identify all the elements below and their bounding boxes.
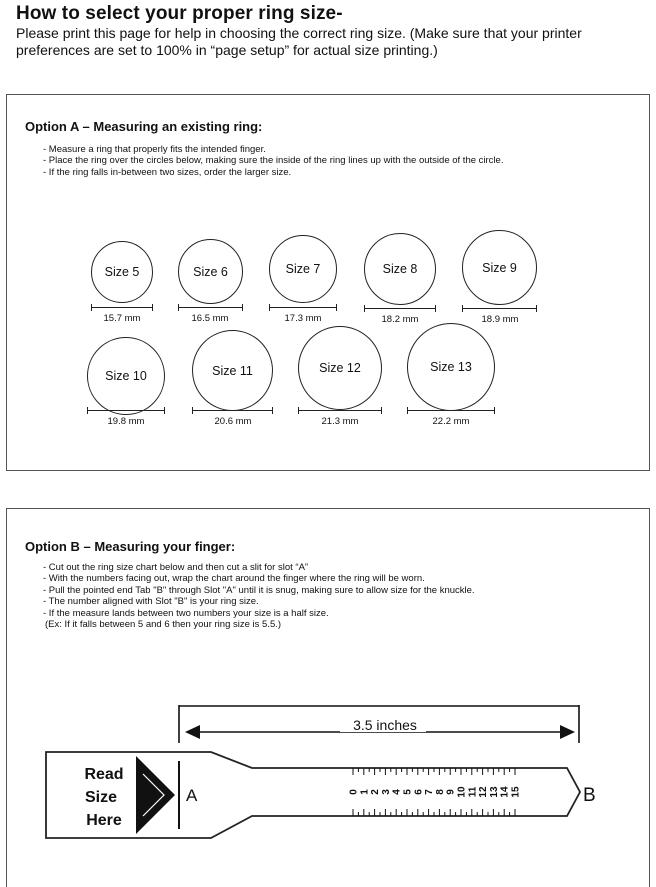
ruler-number: 3 bbox=[380, 789, 392, 795]
instruction-item: - Cut out the ring size chart below and then cut a slit for slot “A” bbox=[43, 562, 309, 573]
ring-circle: Size 13 bbox=[407, 323, 495, 411]
ring-diameter-label: 21.3 mm bbox=[321, 416, 359, 427]
option-a-heading: Option A – Measuring an existing ring: bbox=[25, 119, 263, 134]
ruler-number: 4 bbox=[391, 789, 403, 795]
ring-circle: Size 6 bbox=[178, 239, 243, 304]
ring-diameter-label: 17.3 mm bbox=[284, 313, 322, 324]
ruler-number: 15 bbox=[510, 786, 522, 798]
read-size-label-line3: Here bbox=[86, 812, 122, 829]
ruler-number: 14 bbox=[499, 786, 511, 798]
dimension-label: 3.5 inches bbox=[353, 717, 417, 733]
instruction-item: - The number aligned with Slot "B" is your ring size. bbox=[43, 596, 259, 608]
option-b-heading: Option B – Measuring your finger: bbox=[25, 539, 236, 554]
ring-diameter-label: 18.9 mm bbox=[481, 314, 519, 325]
ring-circle: Size 10 bbox=[87, 337, 165, 415]
intro-text: Please print this page for help in choosing the correct ring size. (Make sure that your printer preferences are set to 100% in “page setup” for actual size printing.) bbox=[16, 25, 582, 58]
dimension-arrow-right bbox=[560, 725, 575, 739]
ruler-number: 5 bbox=[402, 789, 414, 795]
ring-diameter-label: 16.5 mm bbox=[191, 313, 229, 324]
ruler-number: 12 bbox=[478, 786, 490, 798]
ruler-number: 9 bbox=[445, 789, 457, 795]
read-size-label-line2: Size bbox=[84, 789, 118, 806]
ruler-number: 2 bbox=[370, 789, 382, 795]
instruction-item: - Measure a ring that properly fits the intended finger. bbox=[43, 144, 266, 155]
ring-circle: Size 12 bbox=[298, 326, 382, 410]
ring-diameter-label: 15.7 mm bbox=[103, 313, 141, 324]
instruction-item: - Place the ring over the circles below, making sure the inside of the ring lines up with the outside of the circle. bbox=[43, 155, 504, 167]
instruction-item: (Ex: If it falls between 5 and 6 then your ring size is 5.5.) bbox=[45, 619, 282, 631]
instruction-item: - Pull the pointed end Tab "B" through Slot "A" until it is snug, making sure to allow size for the knuckle. bbox=[43, 584, 475, 596]
instruction-item: - If the ring falls in-between two sizes, order the larger size. bbox=[43, 166, 292, 178]
ruler-number: 1 bbox=[359, 789, 371, 795]
slot-a-label: A bbox=[186, 786, 198, 805]
ruler-number: 7 bbox=[424, 789, 436, 795]
instruction-item: - If the measure lands between two numbers your size is a half size. bbox=[43, 607, 329, 619]
ring-diameter-label: 22.2 mm bbox=[432, 416, 470, 427]
ring-circle: Size 11 bbox=[192, 330, 273, 411]
ring-circle: Size 8 bbox=[364, 233, 436, 305]
ruler-number: 10 bbox=[456, 786, 468, 798]
ruler-number: 13 bbox=[488, 786, 500, 798]
ruler-number: 6 bbox=[413, 789, 425, 795]
ring-diameter-label: 18.2 mm bbox=[381, 314, 419, 325]
ring-diameter-label: 20.6 mm bbox=[214, 416, 252, 427]
read-size-label-line1: Read bbox=[84, 766, 124, 783]
ruler-number: 0 bbox=[348, 789, 360, 795]
ruler-number: 8 bbox=[434, 789, 446, 795]
ring-circle: Size 5 bbox=[91, 241, 153, 303]
ring-circle: Size 9 bbox=[462, 230, 537, 305]
ring-diameter-label: 19.8 mm bbox=[107, 416, 145, 427]
dimension-arrow-left bbox=[185, 725, 200, 739]
instruction-item: - With the numbers facing out, wrap the chart around the finger where the ring will be worn. bbox=[43, 573, 425, 585]
ruler-number: 11 bbox=[467, 786, 479, 798]
tab-b-label: B bbox=[583, 785, 596, 806]
page-title: How to select your proper ring size- bbox=[16, 3, 343, 24]
ring-circle: Size 7 bbox=[269, 235, 337, 303]
